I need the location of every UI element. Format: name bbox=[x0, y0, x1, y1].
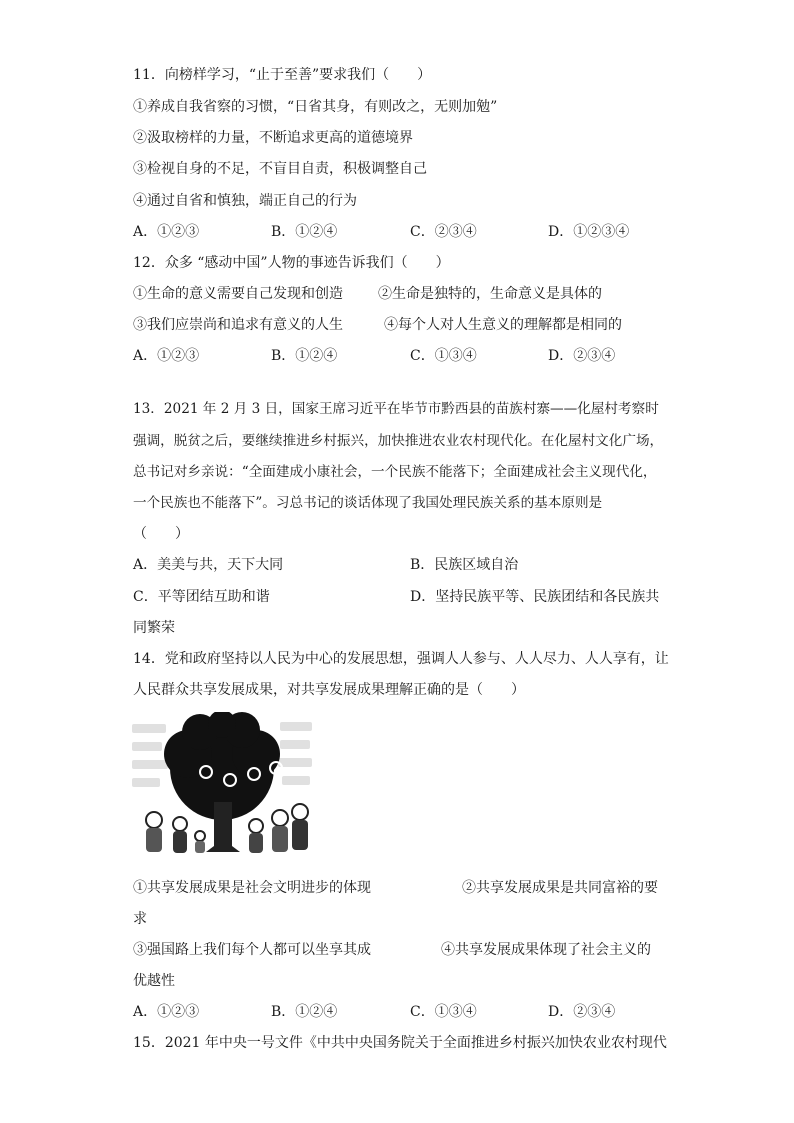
people-right-icon bbox=[249, 804, 308, 853]
q14-item-2: ②共享发展成果是共同富裕的要 bbox=[462, 880, 658, 896]
q11-item-1: ①养成自我省察的习惯，“日省其身，有则改之，无则加勉” bbox=[133, 99, 498, 115]
q13-option-d: D．坚持民族平等、民族团结和各民族共 bbox=[410, 589, 660, 605]
q14-option-b: B．①②④ bbox=[271, 1004, 338, 1020]
q11-option-a: A．①②③ bbox=[133, 224, 200, 240]
q14-line-1: 14．党和政府坚持以人民为中心的发展思想，强调人人参与、人人尽力、人人享有，让 bbox=[133, 651, 669, 667]
q11-item-2: ②汲取榜样的力量，不断追求更高的道德境界 bbox=[133, 130, 413, 146]
q12-stem: 12．众多 “感动中国”人物的事迹告诉我们（ ） bbox=[133, 255, 450, 271]
q14-item-3: ③强国路上我们每个人都可以坐享其成 bbox=[133, 942, 371, 958]
q13-line-2: 强调，脱贫之后，要继续推进乡村振兴，加快推进农业农村现代化。在化屋村文化广场， bbox=[133, 433, 664, 449]
q14-option-a: A．①②③ bbox=[133, 1004, 200, 1020]
q11-item-3: ③检视自身的不足，不盲目自责，积极调整自己 bbox=[133, 161, 427, 177]
q11-option-b: B．①②④ bbox=[271, 224, 338, 240]
q12-option-a: A．①②③ bbox=[133, 348, 200, 364]
q12-option-d: D．②③④ bbox=[548, 348, 616, 364]
q12-option-b: B．①②④ bbox=[271, 348, 338, 364]
q12-item-1: ①生命的意义需要自己发现和创造 bbox=[133, 286, 343, 302]
shared-development-illustration bbox=[130, 712, 314, 862]
q12-item-3: ③我们应崇尚和追求有意义的人生 bbox=[133, 317, 343, 333]
q13-option-b: B．民族区域自治 bbox=[410, 557, 519, 573]
q15-line-1: 15．2021 年中央一号文件《中共中央国务院关于全面推进乡村振兴加快农业农村现代 bbox=[133, 1035, 667, 1051]
q11-stem: 11．向榜样学习，“止于至善”要求我们（ ） bbox=[133, 67, 432, 83]
q13-line-4: 一个民族也不能落下”。习总书记的谈话体现了我国处理民族关系的基本原则是 bbox=[133, 495, 603, 511]
q14-item-4: ④共享发展成果体现了社会主义的 bbox=[441, 942, 651, 958]
q13-option-a: A．美美与共，天下大同 bbox=[133, 557, 284, 573]
q14-item-4-cont: 优越性 bbox=[133, 973, 175, 989]
q13-option-d-cont: 同繁荣 bbox=[133, 620, 175, 636]
q13-line-3: 总书记对乡亲说：“全面建成小康社会，一个民族不能落下；全面建成社会主义现代化， bbox=[133, 464, 657, 480]
q11-item-4: ④通过自省和慎独，端正自己的行为 bbox=[133, 193, 357, 209]
q12-item-4: ④每个人对人生意义的理解都是相同的 bbox=[384, 317, 622, 333]
q14-item-2-cont: 求 bbox=[133, 911, 147, 927]
q14-option-c: C．①③④ bbox=[410, 1004, 477, 1020]
q12-item-2: ②生命是独特的，生命意义是具体的 bbox=[378, 286, 602, 302]
q13-line-5: （ ） bbox=[133, 526, 189, 542]
q14-item-1: ①共享发展成果是社会文明进步的体现 bbox=[133, 880, 371, 896]
q11-option-c: C．②③④ bbox=[410, 224, 477, 240]
q13-line-1: 13．2021 年 2 月 3 日，国家王席习近平在毕节市黔西县的苗族村寨——化屋村考察时 bbox=[133, 401, 659, 417]
q13-option-c: C．平等团结互助和谐 bbox=[133, 589, 270, 605]
q14-line-2: 人民群众共享发展成果，对共享发展成果理解正确的是（ ） bbox=[133, 682, 525, 698]
people-left-icon bbox=[146, 812, 205, 853]
q11-option-d: D．①②③④ bbox=[548, 224, 630, 240]
q14-option-d: D．②③④ bbox=[548, 1004, 616, 1020]
q12-option-c: C．①③④ bbox=[410, 348, 477, 364]
